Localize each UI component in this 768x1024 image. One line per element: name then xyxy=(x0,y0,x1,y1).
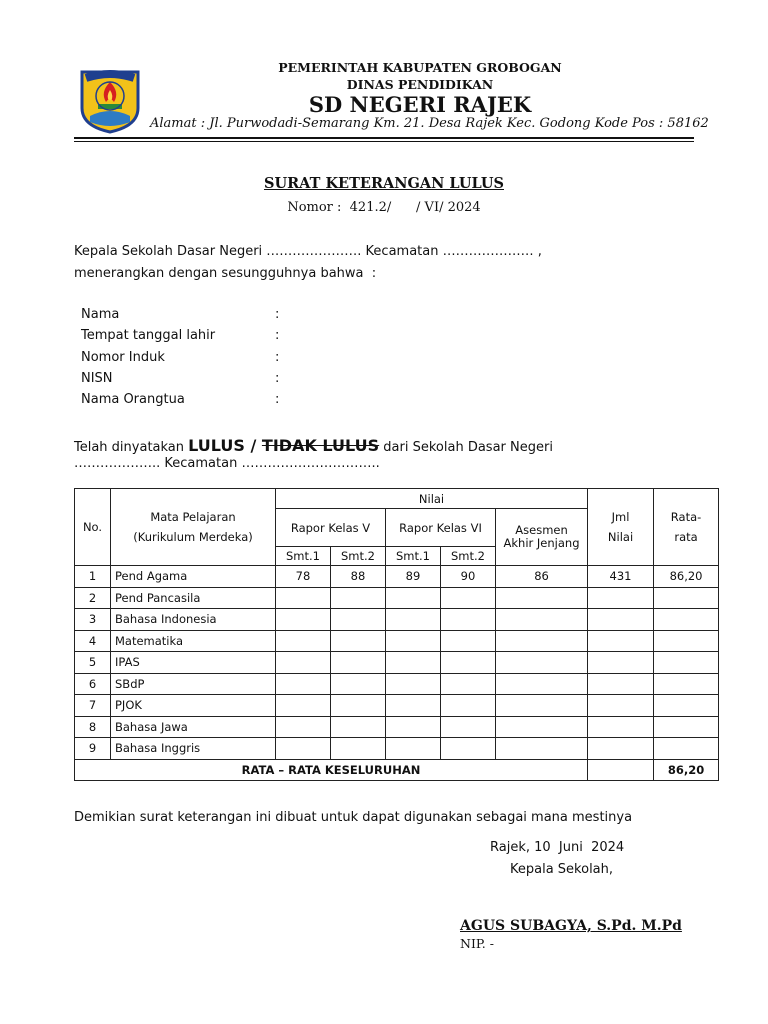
cell-vi-smt1 xyxy=(386,609,441,631)
cell-vi-smt1 xyxy=(386,630,441,652)
header-subject xyxy=(111,489,276,566)
cell-vi-smt2 xyxy=(441,738,496,760)
header-rapor-kelas-v: Rapor Kelas V xyxy=(276,509,386,547)
cell-subject: Matematika xyxy=(111,630,276,652)
cell-jml xyxy=(588,609,654,631)
cell-v-smt2 xyxy=(331,716,386,738)
letterhead-rule-thick xyxy=(74,137,694,139)
cell-subject: Pend Agama xyxy=(111,566,276,588)
header-smt2: Smt.2 xyxy=(331,547,386,566)
school-name: SD NEGERI RAJEK xyxy=(308,92,532,117)
table-row xyxy=(75,630,719,652)
cell-v-smt1 xyxy=(276,716,331,738)
field-label-nama-orangtua: Nama Orangtua xyxy=(81,392,185,407)
cell-rata xyxy=(654,652,719,674)
cell-jml xyxy=(588,695,654,717)
header-asesmen: Asesmen Akhir Jenjang xyxy=(496,509,588,566)
cell-jml xyxy=(588,738,654,760)
cell-subject: IPAS xyxy=(111,652,276,674)
table-row xyxy=(75,738,719,760)
table-row xyxy=(75,587,719,609)
document-number: Nomor : 421.2/ / VI/ 2024 xyxy=(287,200,481,215)
field-label-nomor-induk: Nomor Induk xyxy=(81,350,165,365)
cell-jml: 431 xyxy=(588,566,654,588)
field-colon: : xyxy=(275,371,280,386)
header-nilai: Nilai xyxy=(276,489,588,509)
cell-vi-smt2 xyxy=(441,630,496,652)
cell-rata xyxy=(654,673,719,695)
intro-line-2: menerangkan dengan sesungguhnya bahwa : xyxy=(74,266,377,281)
cell-vi-smt1: 89 xyxy=(386,566,441,588)
cell-rata xyxy=(654,695,719,717)
cell-v-smt2 xyxy=(331,695,386,717)
field-label-nisn: NISN xyxy=(81,371,113,386)
table-row xyxy=(75,609,719,631)
cell-rata xyxy=(654,716,719,738)
document-title: SURAT KETERANGAN LULUS xyxy=(263,175,504,192)
cell-rata xyxy=(654,587,719,609)
footer-label: RATA – RATA KESELURUHAN xyxy=(75,759,588,781)
cell-asesmen xyxy=(496,587,588,609)
cell-jml xyxy=(588,673,654,695)
department-name: DINAS PENDIDIKAN xyxy=(346,77,494,92)
header-subject-line-1: Mata Pelajaran xyxy=(150,510,236,524)
cell-vi-smt2: 90 xyxy=(441,566,496,588)
school-address: Alamat : Jl. Purwodadi-Semarang Km. 21. Desa Rajek Kec. Godong Kode Pos : 58162 xyxy=(150,116,709,131)
declaration-line-2: ……………….. Kecamatan ………………………….. xyxy=(74,456,380,471)
closing-statement: Demikian surat keterangan ini dibuat untuk dapat digunakan sebagai mana mestinya xyxy=(74,810,633,825)
cell-asesmen xyxy=(496,652,588,674)
cell-subject: Bahasa Jawa xyxy=(111,716,276,738)
field-label-nama: Nama xyxy=(81,307,120,322)
field-colon: : xyxy=(275,307,280,322)
cell-v-smt1 xyxy=(276,673,331,695)
cell-asesmen xyxy=(496,695,588,717)
cell-jml xyxy=(588,716,654,738)
field-label-ttl: Tempat tanggal lahir xyxy=(81,328,216,343)
cell-vi-smt1 xyxy=(386,587,441,609)
table-row xyxy=(75,652,719,674)
header-smt1: Smt.1 xyxy=(386,547,441,566)
cell-asesmen xyxy=(496,716,588,738)
place-date: Rajek, 10 Juni 2024 xyxy=(490,840,625,855)
cell-v-smt2: 88 xyxy=(331,566,386,588)
table-row xyxy=(75,716,719,738)
declaration-suffix: dari Sekolah Dasar Negeri xyxy=(379,440,553,455)
cell-v-smt1 xyxy=(276,630,331,652)
cell-v-smt1 xyxy=(276,695,331,717)
cell-no: 8 xyxy=(75,716,111,738)
cell-asesmen xyxy=(496,738,588,760)
header-rata-line-2: rata xyxy=(674,530,698,544)
cell-no: 7 xyxy=(75,695,111,717)
cell-jml xyxy=(588,630,654,652)
cell-no: 6 xyxy=(75,673,111,695)
intro-line-1: Kepala Sekolah Dasar Negeri …………………. Kecamatan ………………… , xyxy=(74,244,542,259)
cell-no: 2 xyxy=(75,587,111,609)
cell-no: 1 xyxy=(75,566,111,588)
cell-subject: Bahasa Indonesia xyxy=(111,609,276,631)
letterhead-rule-thin xyxy=(74,141,694,142)
cell-v-smt2 xyxy=(331,630,386,652)
cell-v-smt1 xyxy=(276,738,331,760)
cell-subject: SBdP xyxy=(111,673,276,695)
cell-vi-smt1 xyxy=(386,652,441,674)
cell-v-smt2 xyxy=(331,652,386,674)
cell-v-smt2 xyxy=(331,673,386,695)
header-rapor-kelas-vi: Rapor Kelas VI xyxy=(386,509,496,547)
header-rata-line-1: Rata- xyxy=(670,510,702,524)
cell-asesmen: 86 xyxy=(496,566,588,588)
grades-table xyxy=(74,488,719,781)
cell-v-smt1 xyxy=(276,587,331,609)
cell-rata xyxy=(654,609,719,631)
cell-no: 5 xyxy=(75,652,111,674)
field-colon: : xyxy=(275,392,280,407)
cell-no: 9 xyxy=(75,738,111,760)
cell-vi-smt2 xyxy=(441,587,496,609)
header-rata-rata xyxy=(654,489,719,566)
cell-jml xyxy=(588,587,654,609)
cell-subject: Bahasa Inggris xyxy=(111,738,276,760)
header-smt2: Smt.2 xyxy=(441,547,496,566)
cell-vi-smt2 xyxy=(441,673,496,695)
cell-rata xyxy=(654,738,719,760)
table-row xyxy=(75,566,719,588)
cell-vi-smt2 xyxy=(441,695,496,717)
lulus-label: LULUS / xyxy=(188,436,262,455)
table-row xyxy=(75,695,719,717)
cell-vi-smt2 xyxy=(441,716,496,738)
signer-nip: NIP. - xyxy=(460,936,494,951)
declaration-line xyxy=(74,436,553,455)
cell-v-smt2 xyxy=(331,738,386,760)
cell-v-smt1 xyxy=(276,652,331,674)
header-jml-nilai xyxy=(588,489,654,566)
cell-subject: Pend Pancasila xyxy=(111,587,276,609)
cell-asesmen xyxy=(496,673,588,695)
tidak-lulus-label: TIDAK LULUS xyxy=(261,436,380,455)
field-colon: : xyxy=(275,350,280,365)
field-colon: : xyxy=(275,328,280,343)
cell-vi-smt2 xyxy=(441,609,496,631)
cell-asesmen xyxy=(496,609,588,631)
header-jml-line-1: Jml xyxy=(611,510,630,524)
footer-empty-cell xyxy=(588,759,654,781)
table-footer-row xyxy=(75,759,719,781)
header-smt1: Smt.1 xyxy=(276,547,331,566)
cell-v-smt2 xyxy=(331,587,386,609)
header-no: No. xyxy=(75,489,111,566)
cell-v-smt1: 78 xyxy=(276,566,331,588)
cell-v-smt1 xyxy=(276,609,331,631)
cell-vi-smt1 xyxy=(386,738,441,760)
cell-rata: 86,20 xyxy=(654,566,719,588)
cell-vi-smt1 xyxy=(386,673,441,695)
cell-subject: PJOK xyxy=(111,695,276,717)
cell-v-smt2 xyxy=(331,609,386,631)
cell-jml xyxy=(588,652,654,674)
signer-name: AGUS SUBAGYA, S.Pd. M.Pd xyxy=(460,918,682,934)
declaration-prefix: Telah dinyatakan xyxy=(74,440,189,455)
footer-value: 86,20 xyxy=(654,759,719,781)
signer-position: Kepala Sekolah, xyxy=(510,862,614,877)
cell-vi-smt1 xyxy=(386,716,441,738)
header-jml-line-2: Nilai xyxy=(607,530,634,544)
header-subject-line-2: (Kurikulum Merdeka) xyxy=(133,530,253,544)
cell-vi-smt1 xyxy=(386,695,441,717)
cell-no: 4 xyxy=(75,630,111,652)
cell-asesmen xyxy=(496,630,588,652)
government-name: PEMERINTAH KABUPATEN GROBOGAN xyxy=(278,60,562,75)
cell-vi-smt2 xyxy=(441,652,496,674)
cell-rata xyxy=(654,630,719,652)
table-row xyxy=(75,673,719,695)
cell-no: 3 xyxy=(75,609,111,631)
